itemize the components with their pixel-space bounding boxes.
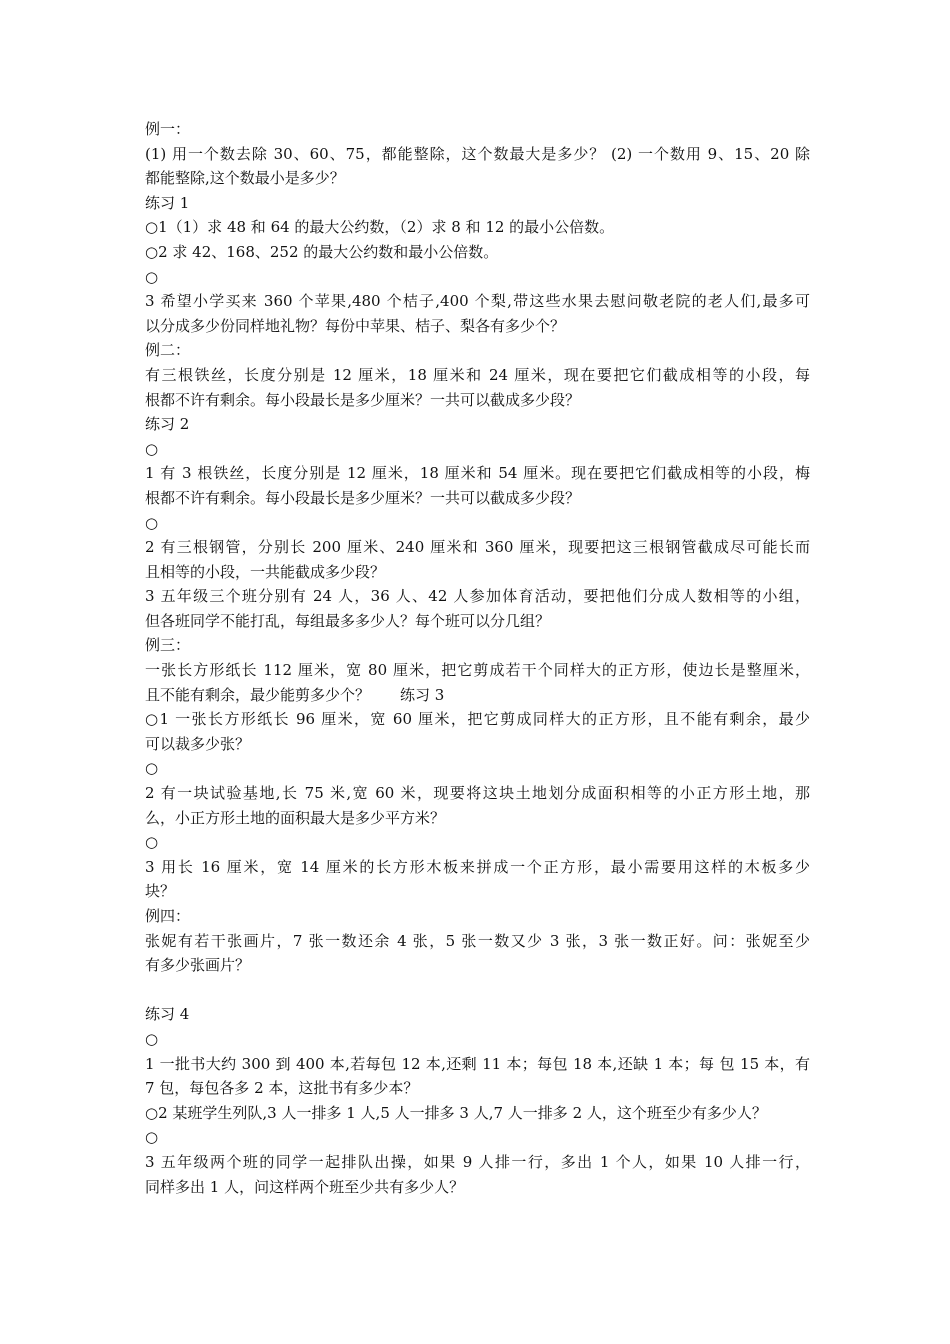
blank-line (145, 978, 810, 1003)
circle-marker: ○ (145, 1128, 159, 1147)
text-line: 3 五年级两个班的同学一起排队出操，如果 9 人排一行，多出 1 个人，如果 10 人排一行， (145, 1152, 810, 1171)
text-line: 可以裁多少张？ (145, 734, 251, 753)
heading-example-3: 例三： (145, 636, 191, 655)
text-line: (1) 用一个数去除 30、60、75，都能整除，这个数最大是多少？ (2) 一个数用 9、15、20 除 (145, 144, 810, 163)
text-line: 有三根铁丝，长度分别是 12 厘米，18 厘米和 24 厘米，现在要把它们截成相等的小段，每 (145, 365, 810, 384)
heading-example-1: 例一： (145, 120, 191, 138)
text-line: 但各班同学不能打乱，每组最多多少人？每个班可以分几组？ (145, 611, 551, 630)
text-line: 3 五年级三个班分别有 24 人，36 人、42 人参加体育活动，要把他们分成人数相等的小组， (145, 587, 810, 606)
text-line: ○2 求 42、168、252 的最大公约数和最小公倍数。 (145, 242, 499, 261)
text-line: 么，小正方形土地的面积最大是多少平方米？ (145, 808, 446, 827)
text-line: 张妮有若干张画片，7 张一数还余 4 张，5 张一数又少 3 张，3 张一数正好。问：张妮至少 (145, 931, 810, 950)
heading-exercise-1: 练习 1 (145, 193, 190, 212)
text-line: 且不能有剩余，最少能剪多少个？ 练习 3 (145, 685, 445, 704)
text-line: 且相等的小段，一共能截成多少段？ (145, 562, 386, 581)
text-line: ○1（1）求 48 和 64 的最大公约数，（2）求 8 和 12 的最小公倍数。 (145, 218, 615, 237)
circle-marker: ○ (145, 833, 159, 852)
circle-marker: ○ (145, 439, 159, 458)
circle-marker: ○ (145, 759, 159, 778)
text-line: 根都不许有剩余。每小段最长是多少厘米？一共可以截成多少段？ (145, 488, 581, 507)
text-line: 都能整除,这个数最小是多少？ (145, 169, 345, 188)
text-line: 1 一批书大约 300 到 400 本,若每包 12 本,还剩 11 本；每包 18 本,还缺 1 本；每 包 15 本，有 (145, 1054, 810, 1073)
text-line: 以分成多少份同样地礼物？每份中苹果、桔子、梨各有多少个？ (145, 316, 566, 335)
circle-marker: ○ (145, 1029, 159, 1048)
text-line: 一张长方形纸长 112 厘米，宽 80 厘米，把它剪成若干个同样大的正方形，使边长是整厘米， (145, 661, 810, 680)
text-line: 2 有一块试验基地,长 75 米,宽 60 米，现要将这块土地划分成面积相等的小正方形土地，那 (145, 784, 810, 803)
circle-marker: ○ (145, 267, 159, 286)
heading-exercise-2: 练习 2 (145, 415, 190, 434)
text-line: 7 包，每包各多 2 本，这批书有多少本？ (145, 1079, 419, 1098)
text-line: 块？ (145, 882, 176, 901)
text-line: 3 希望小学买来 360 个苹果,480 个桔子,400 个梨,带这些水果去慰问敬老院的老人们,最多可 (145, 292, 810, 311)
text-line: 1 有 3 根铁丝，长度分别是 12 厘米，18 厘米和 54 厘米。现在要把它们截成相等的小段，梅 (145, 464, 810, 483)
text-line: 2 有三根钢管，分别长 200 厘米、240 厘米和 360 厘米，现要把这三根钢管截成尽可能长而 (145, 538, 810, 557)
text-line: 3 用长 16 厘米，宽 14 厘米的长方形木板来拼成一个正方形，最小需要用这样的木板多少 (145, 857, 810, 876)
text-line: 同样多出 1 人，问这样两个班至少共有多少人？ (145, 1177, 465, 1196)
text-line: 根都不许有剩余。每小段最长是多少厘米？一共可以截成多少段？ (145, 390, 581, 409)
text-line: ○2 某班学生列队,3 人一排多 1 人,5 人一排多 3 人,7 人一排多 2 人，这个班至少有多少人？ (145, 1103, 767, 1122)
text-line: ○1 一张长方形纸长 96 厘米，宽 60 厘米，把它剪成同样大的正方形，且不能有剩余，最少 (145, 710, 810, 729)
text-line: 有多少张画片？ (145, 956, 251, 975)
heading-exercise-4: 练习 4 (145, 1005, 190, 1024)
heading-example-2: 例二： (145, 341, 191, 360)
document-body (145, 117, 810, 1199)
circle-marker: ○ (145, 513, 159, 532)
heading-example-4: 例四： (145, 907, 191, 925)
